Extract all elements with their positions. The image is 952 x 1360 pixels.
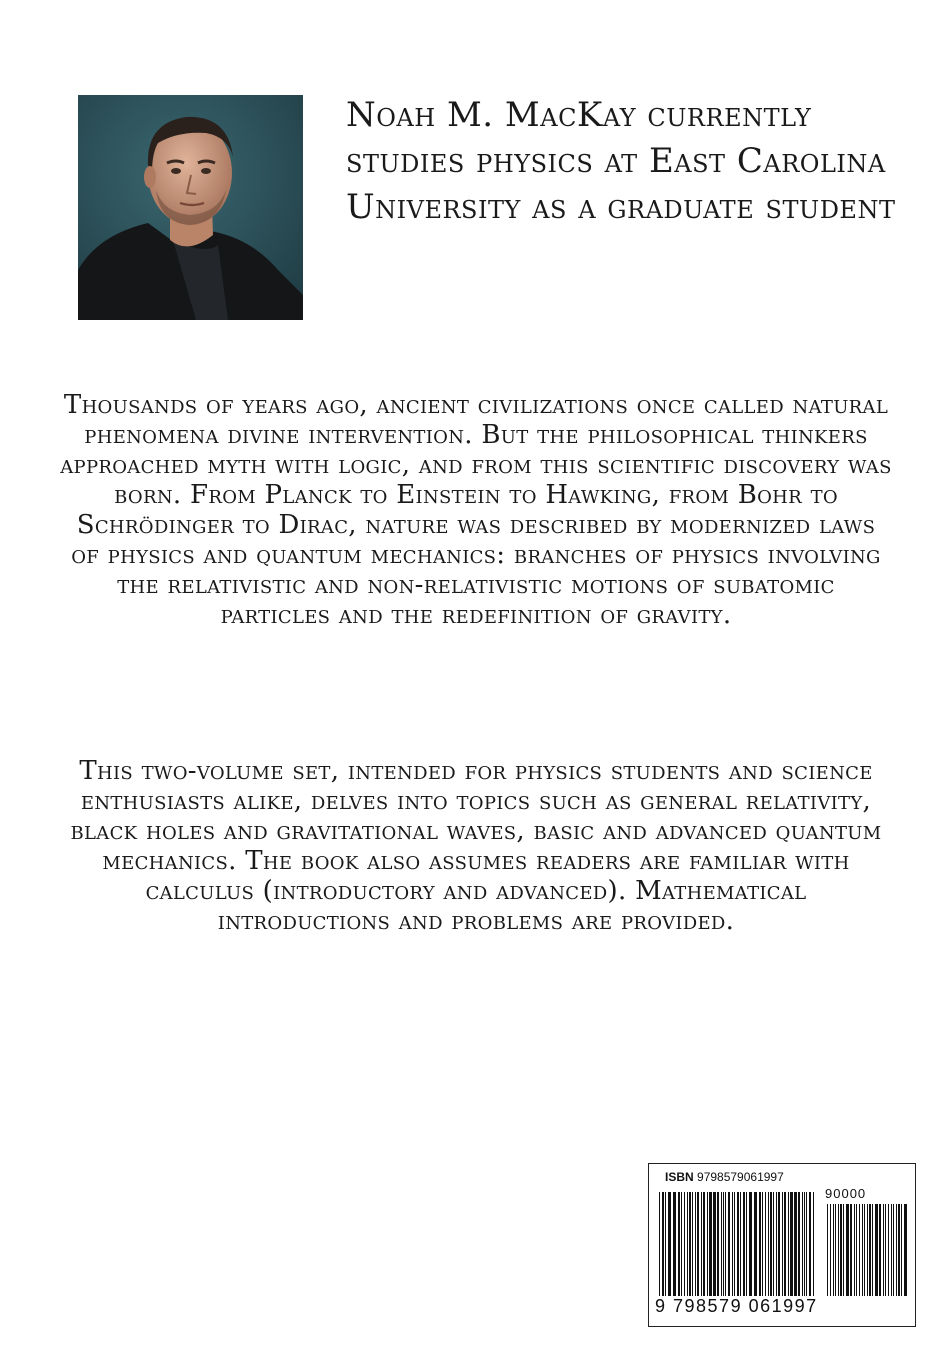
- barcode-bar: [850, 1204, 852, 1296]
- barcode-bar: [695, 1192, 696, 1296]
- barcode-bar: [740, 1192, 741, 1296]
- isbn-number: 9798579061997: [697, 1170, 784, 1184]
- isbn-digits: 9 798579 061997: [655, 1296, 818, 1316]
- barcode-bar: [754, 1192, 757, 1296]
- barcode-bar: [765, 1192, 766, 1296]
- barcode-bar: [840, 1204, 842, 1296]
- barcode-bar: [689, 1192, 691, 1296]
- barcode-bar: [762, 1192, 763, 1296]
- author-photo: [78, 95, 303, 320]
- barcode-bar: [734, 1192, 735, 1296]
- barcode-bar: [782, 1192, 783, 1296]
- barcode-bar: [665, 1192, 666, 1296]
- barcode-bar: [697, 1192, 699, 1296]
- barcode-bar: [838, 1204, 839, 1296]
- barcode-bar: [659, 1192, 660, 1296]
- barcode-bar: [725, 1192, 726, 1296]
- barcode-bars: [657, 1192, 817, 1296]
- barcode-bar: [862, 1204, 863, 1296]
- barcode-bar: [788, 1192, 789, 1296]
- barcode-bar: [798, 1192, 800, 1296]
- isbn-barcode: [648, 1163, 916, 1327]
- barcode-bar: [713, 1192, 716, 1296]
- barcode-bar: [809, 1192, 811, 1296]
- barcode-bar: [692, 1192, 693, 1296]
- barcode-bar: [856, 1204, 857, 1296]
- barcode-bar: [854, 1204, 855, 1296]
- barcode-addon-bars: [825, 1204, 909, 1296]
- barcode-bar: [770, 1192, 772, 1296]
- barcode-bar: [732, 1192, 733, 1296]
- barcode-bar: [867, 1204, 868, 1296]
- barcode-bar: [846, 1204, 849, 1296]
- barcode-bar: [728, 1192, 730, 1296]
- barcode-bar: [723, 1192, 724, 1296]
- barcode-bar: [830, 1204, 831, 1296]
- barcode-bar: [804, 1192, 805, 1296]
- barcode-bar: [901, 1204, 902, 1296]
- barcode-bar: [737, 1192, 739, 1296]
- barcode-bar: [872, 1204, 873, 1296]
- barcode-bar: [879, 1204, 881, 1296]
- barcode-bar: [813, 1192, 814, 1296]
- barcode-bar: [778, 1192, 780, 1296]
- barcode-bar: [835, 1204, 836, 1296]
- barcode-bar: [684, 1192, 685, 1296]
- barcode-bar: [802, 1192, 803, 1296]
- barcode-bar: [883, 1204, 884, 1296]
- barcode-bar: [869, 1204, 871, 1296]
- barcode-bar: [678, 1192, 680, 1296]
- barcode-bar: [743, 1192, 745, 1296]
- barcode-bar: [827, 1204, 828, 1296]
- barcode-bar: [898, 1204, 900, 1296]
- author-bio: Noah M. MacKay currently studies physics at East Carolina University as a graduate student: [346, 95, 896, 227]
- isbn-label: [665, 1170, 784, 1184]
- barcode-bar: [864, 1204, 865, 1296]
- barcode-bar: [709, 1192, 712, 1296]
- barcode-bar: [746, 1192, 747, 1296]
- barcode-bar: [703, 1192, 705, 1296]
- barcode-bar: [888, 1204, 889, 1296]
- barcode-bar: [662, 1192, 664, 1296]
- barcode-bar: [893, 1204, 894, 1296]
- description-paragraph-2: This two-volume set, intended for physics students and science enthusiasts alike, delves into topics such as general relativity, black holes and gravitational waves, basic and advanced quantum mechanics. The book also assumes readers are familiar with calculus (introductory and advanced). Mathematical introductions and problems are provided.: [70, 756, 882, 936]
- barcode-bar: [875, 1204, 878, 1296]
- barcode-bar: [668, 1192, 671, 1296]
- barcode-bar: [681, 1192, 682, 1296]
- barcode-bar: [806, 1192, 807, 1296]
- barcode-bar: [749, 1192, 752, 1296]
- barcode-bar: [717, 1192, 719, 1296]
- isbn-prefix: ISBN: [665, 1170, 694, 1184]
- barcode-bar: [904, 1204, 907, 1296]
- barcode-bar: [843, 1204, 844, 1296]
- barcode-bar: [768, 1192, 769, 1296]
- barcode-bar: [790, 1192, 793, 1296]
- barcode-bar: [885, 1204, 886, 1296]
- barcode-bar: [673, 1192, 676, 1296]
- barcode-bar: [794, 1192, 797, 1296]
- barcode-bar: [891, 1204, 892, 1296]
- barcode-bar: [701, 1192, 702, 1296]
- price-code: 90000: [825, 1186, 867, 1201]
- barcode-bar: [773, 1192, 774, 1296]
- barcode-bar: [721, 1192, 722, 1296]
- barcode-bar: [859, 1204, 860, 1296]
- barcode-bar: [833, 1204, 834, 1296]
- author-portrait-image: [78, 95, 303, 320]
- description-paragraph-1: Thousands of years ago, ancient civilizations once called natural phenomena divine intervention. But the philosophical thinkers approached myth with logic, and from this scientific discovery was born. From Planck to Einstein to Hawking, from Bohr to Schrödinger to Dirac, nature was described by modernized laws of physics and quantum mechanics: branches of physics involving the relativistic and non-relativistic motions of subatomic particles and the redefinition of gravity.: [60, 390, 892, 630]
- barcode-bar: [784, 1192, 786, 1296]
- barcode-bar: [759, 1192, 761, 1296]
- barcode-bar: [707, 1192, 708, 1296]
- barcode-bar: [687, 1192, 688, 1296]
- barcode-bar: [896, 1204, 897, 1296]
- barcode-bar: [776, 1192, 777, 1296]
